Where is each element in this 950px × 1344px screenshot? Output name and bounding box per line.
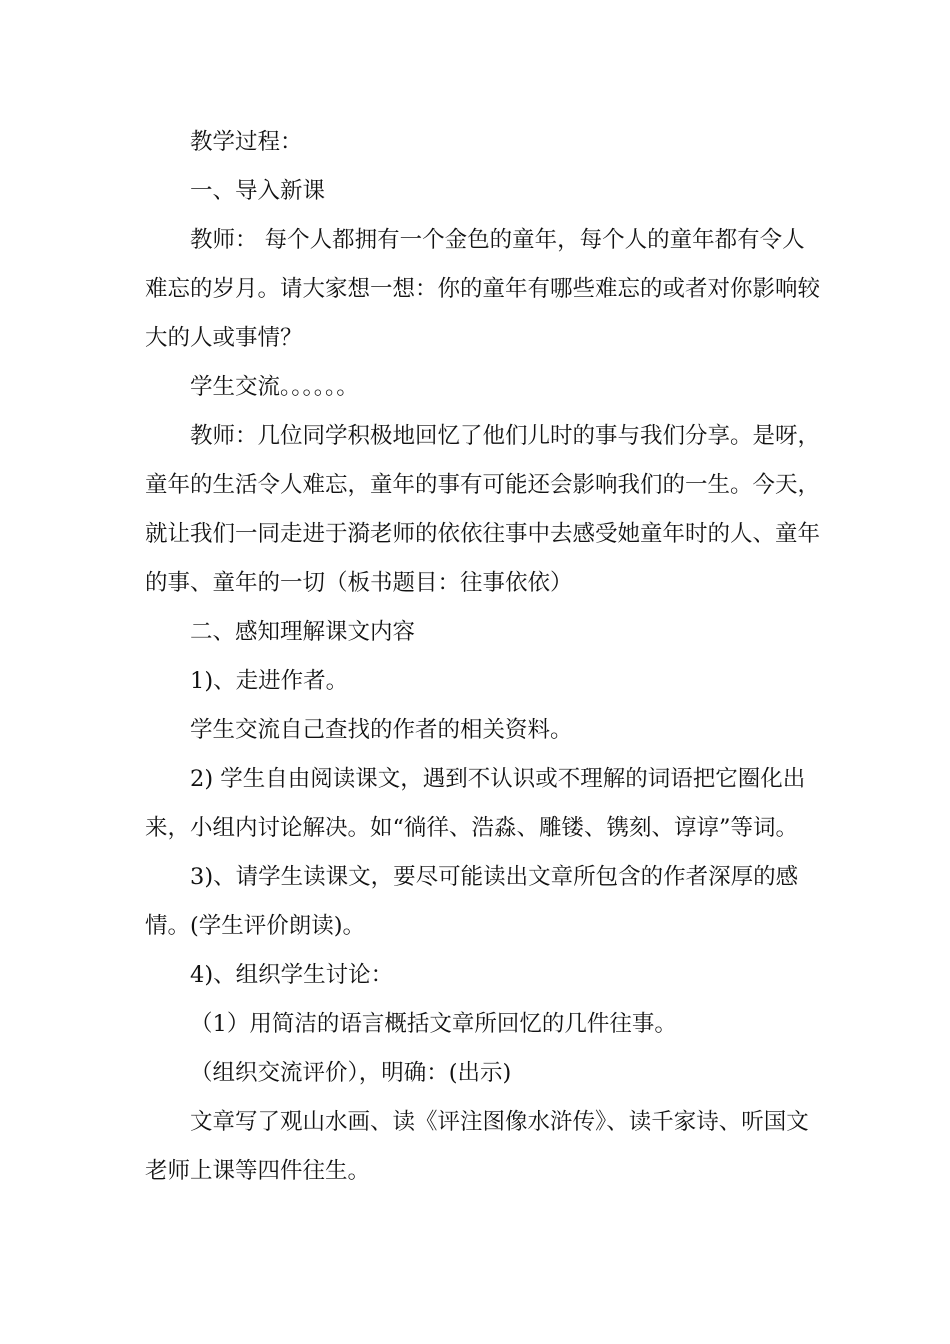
paragraph-student-exchange: 学生交流。。。。。。 xyxy=(190,374,359,400)
document-body xyxy=(145,118,825,1196)
list-item-discussion: 4)、组织学生讨论： xyxy=(190,962,394,988)
section-heading-introduction: 一、导入新课 xyxy=(190,178,326,204)
section-heading-comprehension: 二、感知理解课文内容 xyxy=(190,619,416,645)
paragraph-summary: 文章写了观山水画、读《评注图像水浒传》、读千家诗、听国文老师上课等四件往生。 xyxy=(145,1109,809,1184)
sub-item-evaluation: （组织交流评价），明确：(出示) xyxy=(190,1060,512,1086)
paragraph-teacher-response: 教师：几位同学积极地回忆了他们儿时的事与我们分享。是呀，童年的生活令人难忘，童年的事有可能还会影响我们的一生。今天，就让我们一同走进于漪老师的依依往事中去感受她童年时的人、童年的事、童年的一切（板书题目：往事依依） xyxy=(145,423,821,596)
list-item-author: 1)、走进作者。 xyxy=(190,668,349,694)
list-item-read-aloud: 3)、请学生读课文，要尽可能读出文章所包含的作者深厚的感情。(学生评价朗读)。 xyxy=(145,864,799,939)
section-heading-teaching-process: 教学过程： xyxy=(190,129,303,155)
paragraph-teacher-intro: 教师： 每个人都拥有一个金色的童年，每个人的童年都有令人难忘的岁月。请大家想一想：你的童年有哪些难忘的或者对你影响较大的人或事情？ xyxy=(145,227,821,351)
sub-item-summarize: （1）用简洁的语言概括文章所回忆的几件往事。 xyxy=(190,1011,677,1037)
paragraph-author-materials: 学生交流自己查找的作者的相关资料。 xyxy=(190,717,573,743)
list-item-reading: 2) 学生自由阅读课文，遇到不认识或不理解的词语把它圈化出来，小组内讨论解决。如“徜徉、浩淼、雕镂、镌刻、谆谆”等词。 xyxy=(145,766,806,841)
